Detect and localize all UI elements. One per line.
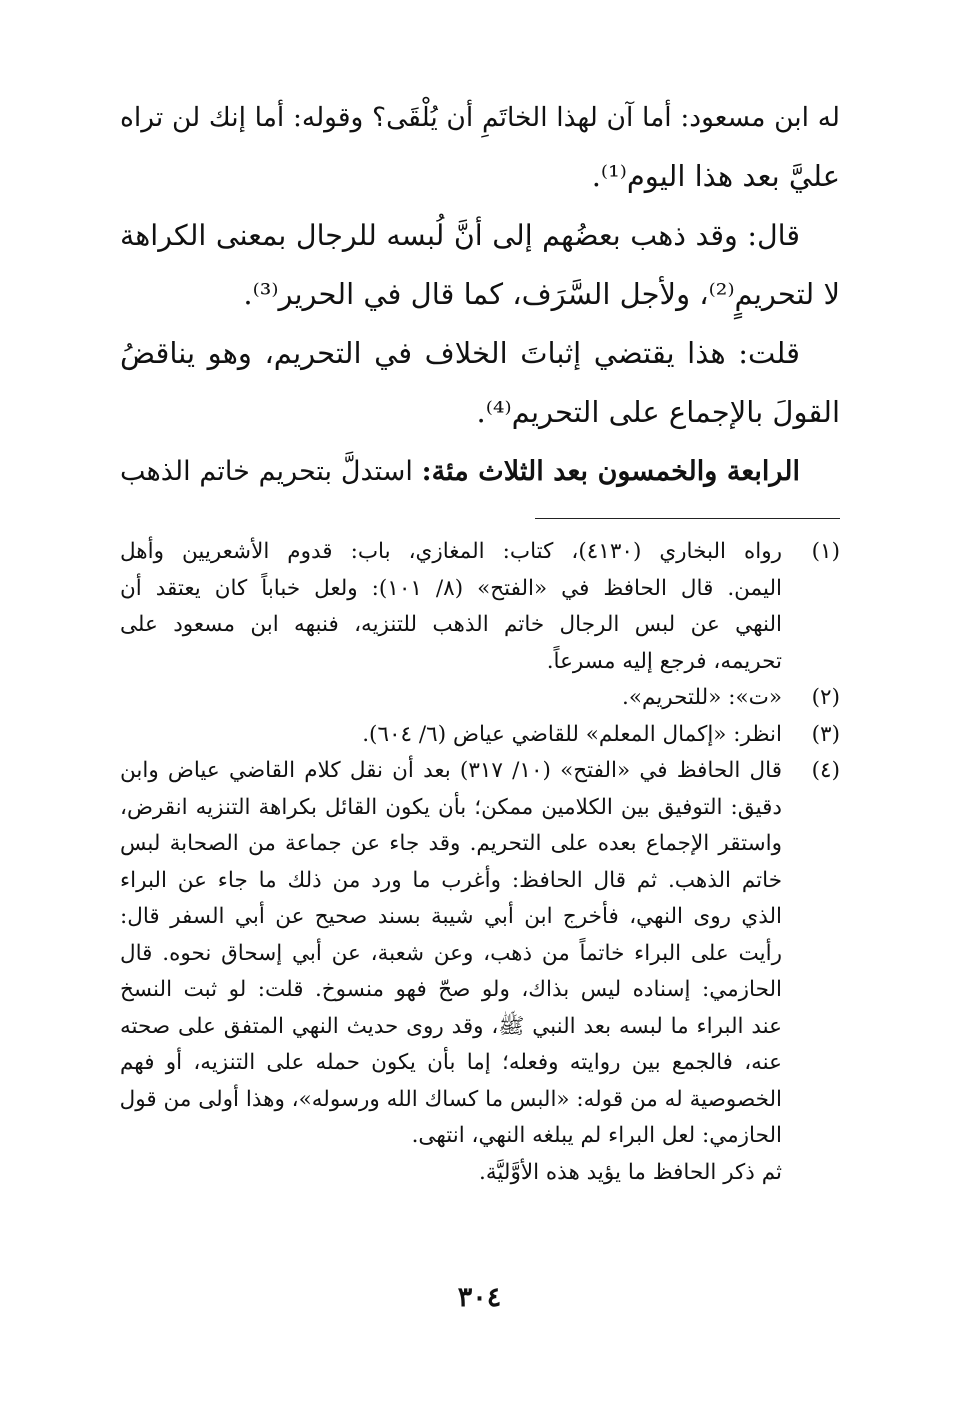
footnote-separator xyxy=(535,518,840,519)
page-number: ٣٠٤ xyxy=(457,1282,502,1313)
footnote-number: (١) xyxy=(811,539,840,564)
footnote-body xyxy=(120,753,782,1155)
text-line: عليَّ بعد هذا اليوم⁽¹⁾. xyxy=(591,159,840,193)
footnote-item xyxy=(120,717,840,754)
footnote-line: ثم ذكر الحافظ ما يؤيد هذه الأوَّليَّة. xyxy=(479,1159,782,1185)
book-page xyxy=(119,88,840,1185)
text-line: لا لتحريمٍ⁽²⁾، ولأجل السَّرَف، كما قال في الحرير⁽³⁾. xyxy=(243,277,840,311)
heading-label: الرابعة والخمسون بعد الثلاث مئة: xyxy=(421,456,800,487)
text-line: له ابن مسعود: أما آن لهذا الخاتَمِ أن يُلْقَى؟ وقوله: أما إنك لن تراه xyxy=(120,102,840,133)
footnote-body xyxy=(120,534,782,680)
footnote-line: عنه، فالجمع بين روايته وفعله؛ إما بأن يكون حمله على التنزيه، أو فهم xyxy=(120,1050,782,1075)
footnote-item xyxy=(120,680,840,717)
main-text xyxy=(120,88,840,501)
footnote-line: تحريمه، فرجع إليه مسرعاً. xyxy=(546,648,782,674)
footnote-number: (٣) xyxy=(811,721,840,747)
footnote-number xyxy=(782,1155,840,1192)
footnote-line: انظر: «إكمال المعلم» للقاضي عياض (٦/ ٦٠٤). xyxy=(362,721,782,747)
heading-text: استدلَّ بتحريم خاتم الذهب xyxy=(120,456,422,487)
footnote-line: النهي عن لبس الرجال خاتم الذهب للتنزيه، فنبهه ابن مسعود على xyxy=(120,612,782,637)
paragraph-2 xyxy=(120,206,840,324)
footnote-line: الذي روى النهي، فأخرج ابن أبي شيبة بسند صحيح عن أبي السفر قال: xyxy=(120,904,782,929)
footnote-item xyxy=(120,1155,840,1192)
text-line: القولَ بالإجماع على التحريم⁽⁴⁾. xyxy=(476,395,840,429)
footnote-line: رواه البخاري (٤١٣٠)، كتاب: المغازي، باب: قدوم الأشعريين وأهل xyxy=(120,539,782,564)
text-line: قال: وقد ذهب بعضُهم إلى أنَّ لُبسه للرجال بمعنى الكراهة xyxy=(120,219,800,252)
footnote-body xyxy=(120,1155,782,1192)
footnote-body xyxy=(120,717,782,754)
footnote-line: اليمن. قال الحافظ في «الفتح» (٨/ ١٠١): ولعل خباباً كان يعتقد أن xyxy=(120,575,782,601)
footnote-body xyxy=(120,680,782,717)
text-line: قلت: هذا يقتضي إثباتَ الخلاف في التحريم، وهو يناقضُ xyxy=(120,336,800,370)
section-heading xyxy=(120,442,840,501)
footnote-line: رأيت على البراء خاتماً من ذهب، وعن شعبة، عن أبي إسحاق نحوه. قال xyxy=(120,940,782,966)
footnote-line: قال الحافظ في «الفتح» (١٠/ ٣١٧) بعد أن نقل كلام القاضي عياض وابن xyxy=(120,758,783,783)
paragraph-1 xyxy=(120,88,840,206)
footnote-line: واستقر الإجماع بعده على التحريم. وقد جاء عن جماعة من الصحابة لبس xyxy=(120,831,782,856)
footnote-line: دقيق: التوفيق بين الكلامين ممكن؛ بأن يكون القائل بكراهة التنزيه انقرض، xyxy=(120,794,782,820)
footnote-line: الحازمي: لعل البراء لم يبلغه النهي، انتهى. xyxy=(411,1123,782,1148)
footnote-item xyxy=(120,753,840,1155)
footnote-item xyxy=(120,534,840,680)
footnotes xyxy=(120,534,840,1191)
paragraph-3 xyxy=(120,324,840,442)
footnote-line: خاتم الذهب. ثم قال الحافظ: وأغرب ما ورد من ذلك ما جاء عن البراء xyxy=(120,867,782,893)
footnote-line: عند البراء ما لبسه بعد النبي ﷺ، وقد روى حديث النهي المتفق على صحته xyxy=(120,1013,782,1039)
footnote-number: (٤) xyxy=(811,758,840,783)
footnote-line: «ت»: «للتحريم». xyxy=(622,685,782,710)
footnote-number: (٢) xyxy=(811,685,840,710)
footnote-line: الخصوصية له من قوله: «البس ما كساك الله ورسوله»، وهذا أولى من قول xyxy=(119,1086,782,1112)
footnote-line: الحازمي: إسناده ليس بذاك، ولو صحّ فهو منسوخ. قلت: لو ثبت النسخ xyxy=(120,977,782,1002)
